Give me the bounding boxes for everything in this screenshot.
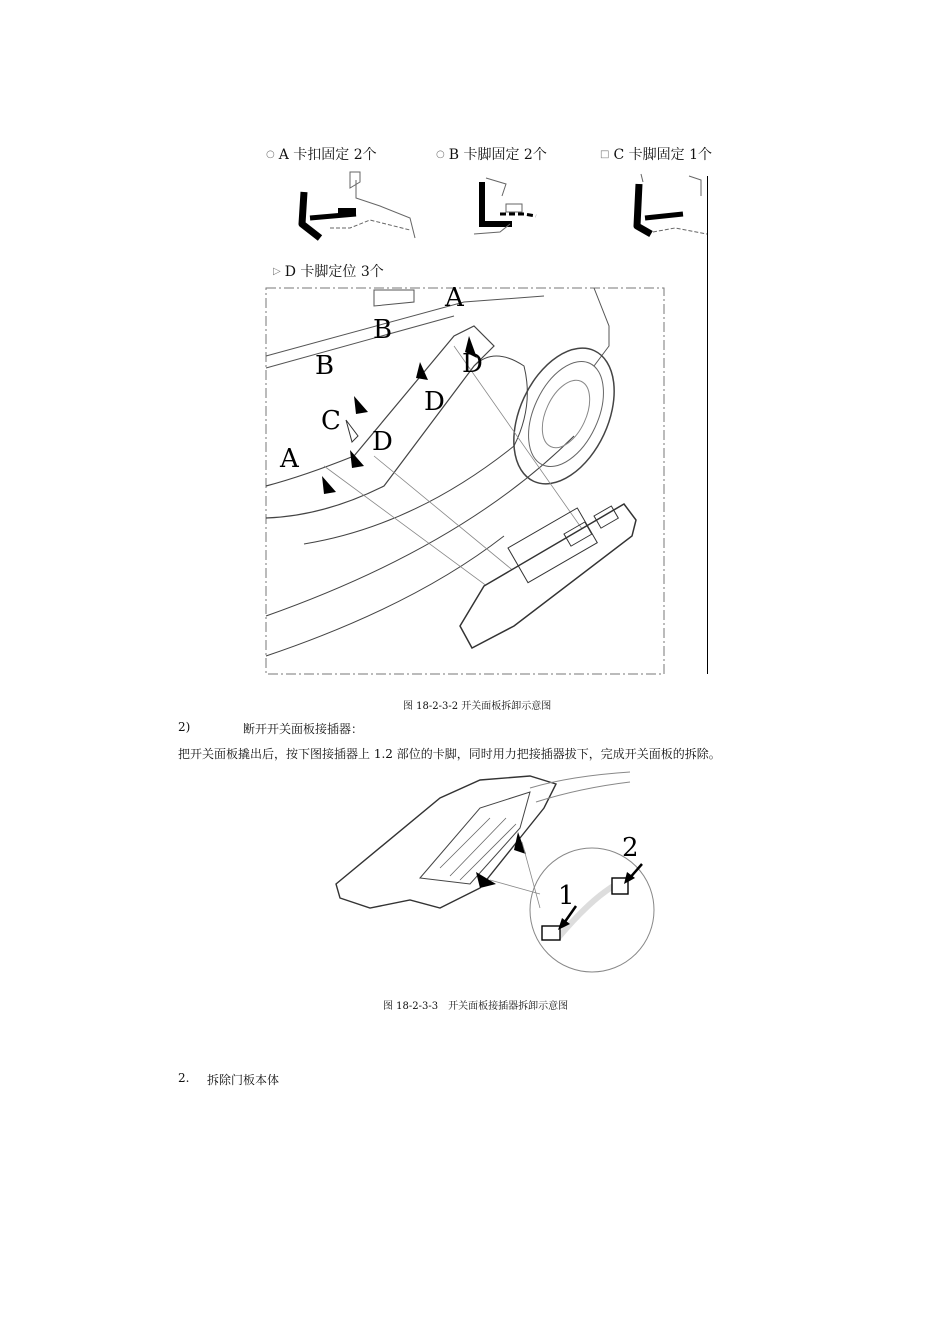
clip-b-illustration xyxy=(470,174,550,244)
clip-c-illustration xyxy=(625,172,710,246)
circle-icon: ○ xyxy=(436,148,445,160)
callout-a-left: A xyxy=(280,444,299,474)
door-panel-drawing xyxy=(264,286,666,676)
section2-title: 拆除门板本体 xyxy=(207,1073,280,1087)
legend-c-text: C 卡脚固定 1个 xyxy=(613,147,712,163)
legend-b-text: B 卡脚固定 2个 xyxy=(448,147,547,163)
legend-c xyxy=(600,144,712,164)
callout-d-1: D xyxy=(462,349,483,379)
legend-a-text: A 卡扣固定 2个 xyxy=(278,147,377,163)
section2-number: 2. xyxy=(178,1071,190,1085)
figure2-caption: 图 18-2-3-3 开关面板接插器拆卸示意图 xyxy=(383,1001,569,1012)
square-icon: □ xyxy=(600,148,610,160)
connector-drawing xyxy=(330,768,670,978)
callout-b-2: B xyxy=(315,351,335,381)
callout-1: 1 xyxy=(558,881,575,911)
step2-number: 2) xyxy=(178,720,191,734)
legend-d-text: D 卡脚定位 3个 xyxy=(284,264,384,280)
callout-b-1: B xyxy=(373,315,393,345)
callout-a-top: A xyxy=(445,286,464,313)
legend-a xyxy=(266,144,377,164)
figure-edge-line xyxy=(707,176,708,674)
callout-2: 2 xyxy=(622,833,639,863)
step2-title: 断开开关面板接插器： xyxy=(243,722,364,736)
callout-d-2: D xyxy=(424,387,445,417)
step2-body: 把开关面板撬出后，按下图接插器上 1.2 部位的卡脚，同时用力把接插器拔下，完成开关面板的拆除。 xyxy=(178,747,721,761)
triangle-icon: ▷ xyxy=(273,265,281,277)
callout-d-3: D xyxy=(372,427,393,457)
legend-d xyxy=(273,261,384,281)
figure1-caption: 图 18-2-3-2 开关面板拆卸示意图 xyxy=(403,701,552,712)
callout-c: C xyxy=(321,406,341,436)
clip-a-illustration xyxy=(290,168,420,246)
circle-icon: ○ xyxy=(266,148,275,160)
legend-b xyxy=(436,144,547,164)
